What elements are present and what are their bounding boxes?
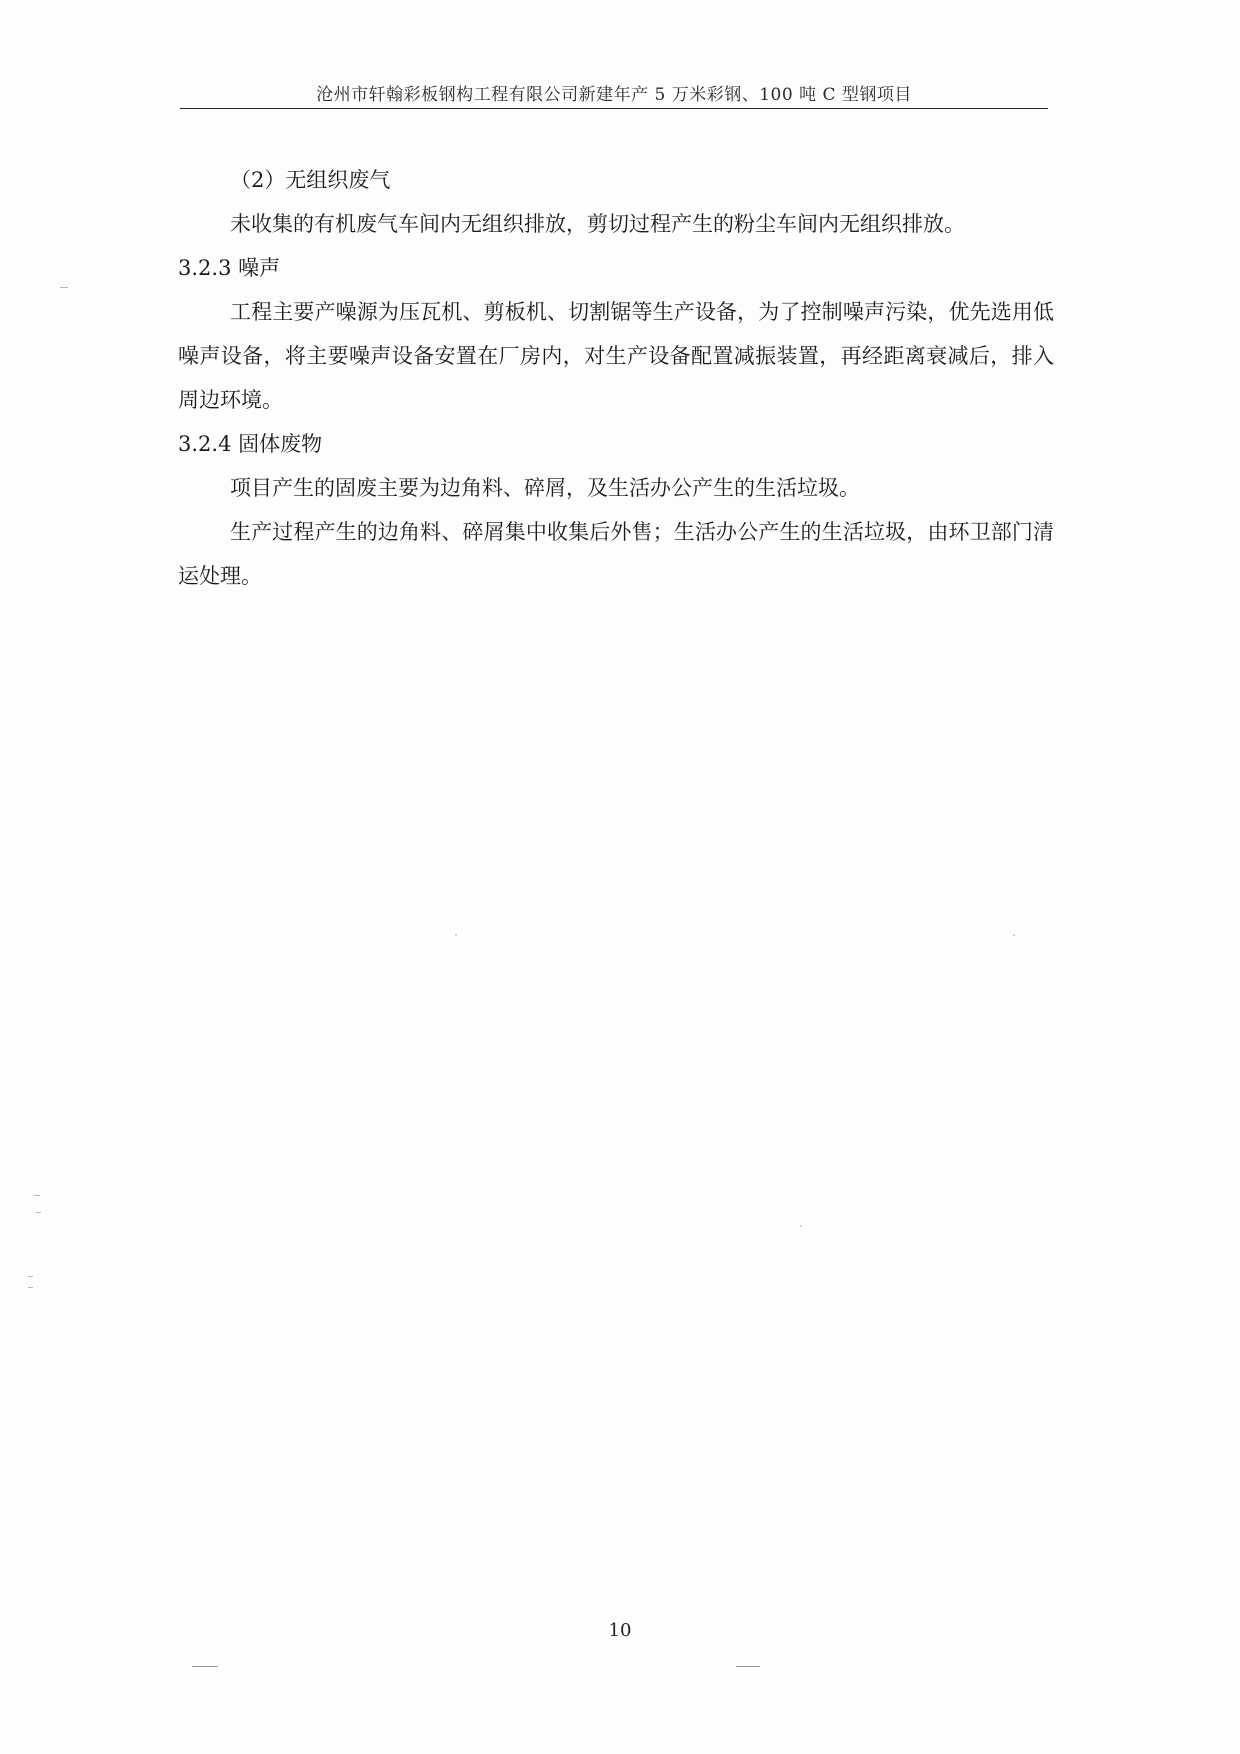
page-header: 沧州市轩翰彩板钢构工程有限公司新建年产 5 万米彩钢、100 吨 C 型钢项目 — [316, 85, 912, 105]
scan-artifact — [36, 1212, 41, 1213]
paragraph-noise: 工程主要产噪源为压瓦机、剪板机、切割锯等生产设备，为了控制噪声污染，优先选用低噪声设备，将主要噪声设备安置在厂房内，对生产设备配置减振装置，再经距离衰减后，排入周边环境。 — [178, 300, 1054, 412]
scan-artifact — [192, 1666, 218, 1667]
scan-artifact — [60, 287, 68, 288]
scan-artifact — [800, 1225, 802, 1227]
paragraph-solid-waste-disposal: 生产过程产生的边角料、碎屑集中收集后外售；生活办公产生的生活垃圾，由环卫部门清运处理。 — [178, 520, 1054, 588]
paragraph-fugitive-emissions: 未收集的有机废气车间内无组织排放，剪切过程产生的粉尘车间内无组织排放。 — [230, 212, 965, 236]
scan-artifact — [455, 934, 457, 936]
section-title-solid-waste: 3.2.4 固体废物 — [178, 432, 323, 456]
scan-artifact — [34, 1195, 40, 1196]
paragraph-solid-waste-sources: 项目产生的固废主要为边角料、碎屑，及生活办公产生的生活垃圾。 — [230, 476, 860, 500]
scan-artifact — [736, 1666, 760, 1667]
header-divider — [180, 108, 1048, 109]
page-number: 10 — [608, 1620, 632, 1641]
subheading-fugitive-emissions: （2）无组织废气 — [230, 168, 391, 192]
section-title-noise: 3.2.3 噪声 — [178, 256, 281, 280]
document-body — [178, 158, 1054, 598]
scan-artifact — [1013, 934, 1015, 936]
scan-artifact — [28, 1287, 33, 1288]
scan-artifact — [28, 1276, 33, 1277]
